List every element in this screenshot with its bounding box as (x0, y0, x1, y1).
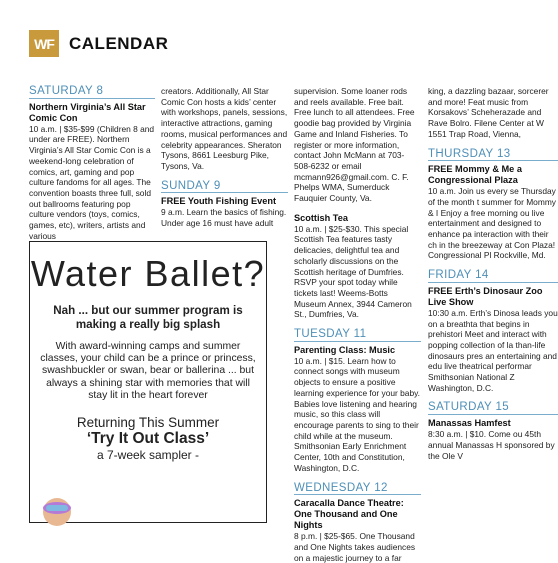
event-text: king, a dazzling bazaar, sorcerer and more! Feat music from Korsakovs’ Scheherazade and Rave Bolro. Filene Center at W 1551 Trap Road, Vienna, (428, 86, 549, 139)
child-swimmer-image (42, 482, 72, 522)
event-title: FREE Youth Fishing Event (161, 196, 277, 207)
column-4 (428, 86, 558, 512)
day-heading: THURSDAY 13 (428, 149, 558, 162)
page-title: CALENDAR (69, 33, 169, 53)
column-3 (294, 86, 421, 563)
event-title: Northern Virginia’s All Star Comic Con (29, 101, 146, 123)
column-1 (29, 86, 155, 241)
event-text: 8 p.m. | $25-$65. One Thousand and One Nights takes audiences on a majestic journey to a far (294, 531, 416, 563)
event-text: 10 a.m. | $35-$99 (Children 8 and under are FREE). Northern Virginia’s All Star Comic Con is a weekend-long celebration of comics, art, gaming and pop culture fandoms for all ages. The convention boasts three full, sold out ballrooms featuring pop culture vendors (toys, comics, games, etc), writers, artists and various (29, 123, 155, 241)
ad-class-title: ‘Try It Out Class’ (86, 430, 210, 448)
event-title: Parenting Class: Music (294, 344, 396, 355)
header (29, 30, 168, 57)
event-text: creators. Additionally, All Star Comic Con hosts a kids’ center with workshops, panels, sessions, interactive attractions, gaming rooms, musical performances and celebrity appearances. Sheraton Tysons, 8661 Leesburg Pike, Tysons, Va. (161, 86, 288, 171)
event-title: Scottish Tea (294, 212, 348, 223)
day-heading: FRIDAY 14 (428, 270, 558, 283)
event-title: Caracalla Dance Theatre: One Thousand and One Nights (294, 498, 404, 531)
ad-subhead: Nah ... but our summer program is making a really big splash (53, 304, 243, 331)
column-2 (161, 86, 288, 229)
event-text: 9 a.m. Learn the basics of fishing. Under age 16 must have adult (161, 207, 287, 229)
event-title: FREE Mommy & Me a Congressional Plaza (428, 164, 522, 186)
logo: WF (29, 30, 59, 57)
advertisement (29, 241, 267, 523)
event-text: 10 a.m. Join us every se Thursday of the month t summer for Mommy & I Enjoy a free morning ou live entertainment and designed to enhance pa interaction with their ch in the breezeway at Con Plaza! Congressional Pl Rockville, Md. (428, 186, 556, 261)
ad-returning: Returning This Summer (76, 415, 220, 431)
ad-headline: Water Ballet? (30, 253, 266, 294)
day-heading: SATURDAY 8 (29, 86, 155, 99)
event-title: Manassas Hamfest (428, 418, 511, 429)
day-heading: SUNDAY 9 (161, 181, 288, 194)
event-text: 10 a.m. | $15. Learn how to connect songs with museum objects to ensure a positive learning experience for your baby. Babies love listening and hearing music, so this class will encourage parents to sing to their child while at the museum. Smithsonian Early Enrichment Center, 10th and Constitution, Washington, D.C. (294, 355, 421, 473)
day-heading: SATURDAY 15 (428, 402, 558, 415)
event-text: 10 a.m. | $25-$30. This special Scottish Tea features tasty delicacies, delightful tea and scholarly discussions on the Scottish heritage of Dumfries. RSVP your spot today while tickets last! Weems-Botts Museum Annex, 3944 Cameron St., Dumfries, Va. (294, 223, 412, 320)
event-text: 10:30 a.m. Erth’s Dinosa leads you on a breathta that begins in prehistori Meet and interact with popping collection of la than-life dinosaurs pres an entertaining and edu live theatrical performar Smithsonian National Z Washington, D.C. (428, 307, 558, 393)
event-text: supervision. Some loaner rods and reels available. Free bait. Free lunch to all attendees. Free goodie bag provided by Virginia Game and Inland Fisheries. To register or more information, contact John McMann at 703-508-6232 or email mcmann926@gmail.com. C. F. Phelps WMA, Sumerduck Fauquier County, Va. (294, 86, 415, 204)
day-heading: TUESDAY 11 (294, 329, 421, 342)
event-text: 8:30 a.m. | $10. Come ou 45th annual Manassas H sponsored by the Ole V (428, 429, 555, 461)
ad-body: With award-winning camps and summer classes, your child can be a prince or princess, swashbuckler or swan, bear or ballerina ... but always a shining star with memories that will stay lit in the heart forever (40, 341, 256, 401)
day-heading: WEDNESDAY 12 (294, 483, 421, 496)
ad-weeks: a 7-week sampler - (96, 448, 200, 463)
event-title: FREE Erth’s Dinosaur Zoo Live Show (428, 285, 543, 307)
